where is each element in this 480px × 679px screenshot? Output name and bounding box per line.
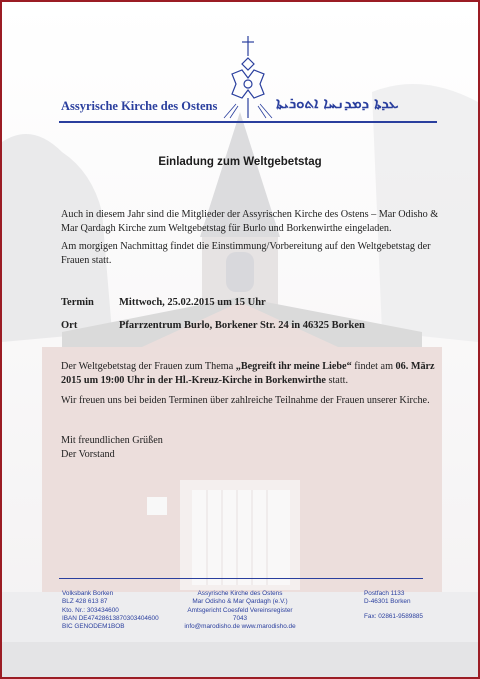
preparation-paragraph [61,240,441,268]
intro-line-2: Mar Qardagh Kirche zum Weltgebetstag für Burlo und Borkenwirthe eingeladen. [61,223,392,234]
footer-divider [59,578,423,579]
intro-line-4: Frauen statt. [61,255,112,266]
termin-value: Mittwoch, 25.02.2015 um 15 Uhr [119,297,266,308]
footer-organization: Assyrische Kirche des Ostens Mar Odisho & Mar Qardagh (e.V.) Amtsgericht Coesfeld Vereinsregister 7043 info@marodisho.de www.marodisho.de [182,590,298,631]
closing-paragraph: Wir freuen uns bei beiden Terminen über zahlreiche Teilnahme der Frauen unserer Kirche. [61,395,430,406]
intro-paragraph [61,208,441,236]
footer-bank-details: Volksbank Borken BLZ 428 613 87 Kto. Nr.: 303434600 IBAN DE47428613870303404600 BIC GENODEM1BOB [62,590,159,631]
letter-title: Einladung zum Weltgebetstag [158,156,322,168]
ort-label: Ort [61,320,78,331]
event-line-2: 2015 um 19:00 Uhr in der Hl.-Kreuz-Kirche in Borkenwirthe statt. [61,375,349,386]
footer-address: Postfach 1133 D-46301 Borken [364,590,411,606]
greeting: Mit freundlichen Grüßen [61,435,163,446]
event-paragraph [61,360,441,388]
closing-block [61,434,441,462]
church-cross-logo [220,34,276,120]
termin-label: Termin [61,297,94,308]
event-theme: „Begreift ihr meine Liebe“ [235,361,352,372]
organization-name-syriac: ܥܕܬܐ ܕܡܕܢܚܐ ܐܬܘܪܝܬܐ [276,94,399,112]
ort-value: Pfarrzentrum Burlo, Borkener Str. 24 in 46325 Borken [119,320,365,331]
intro-line-1: Auch in diesem Jahr sind die Mitglieder der Assyrischen Kirche des Ostens – Mar Odisho & [61,209,439,220]
organization-name: Assyrische Kirche des Ostens [61,99,218,113]
signature: Der Vorstand [61,449,115,460]
event-time-place: 2015 um 19:00 Uhr in der Hl.-Kreuz-Kirche in Borkenwirthe [61,375,326,386]
footer-contact: info@marodisho.de www.marodisho.de [184,623,296,631]
footer-fax: Fax: 02861-9589885 [364,613,423,620]
header-divider [59,121,437,123]
intro-line-3: Am morgigen Nachmittag findet die Einstimmung/Vorbereitung auf den Weltgebetstag der [61,241,431,252]
event-line-1: Der Weltgebetstag der Frauen zum Thema „Begreift ihr meine Liebe“ findet am 06. März [61,361,435,372]
event-date: 06. März [395,361,435,372]
